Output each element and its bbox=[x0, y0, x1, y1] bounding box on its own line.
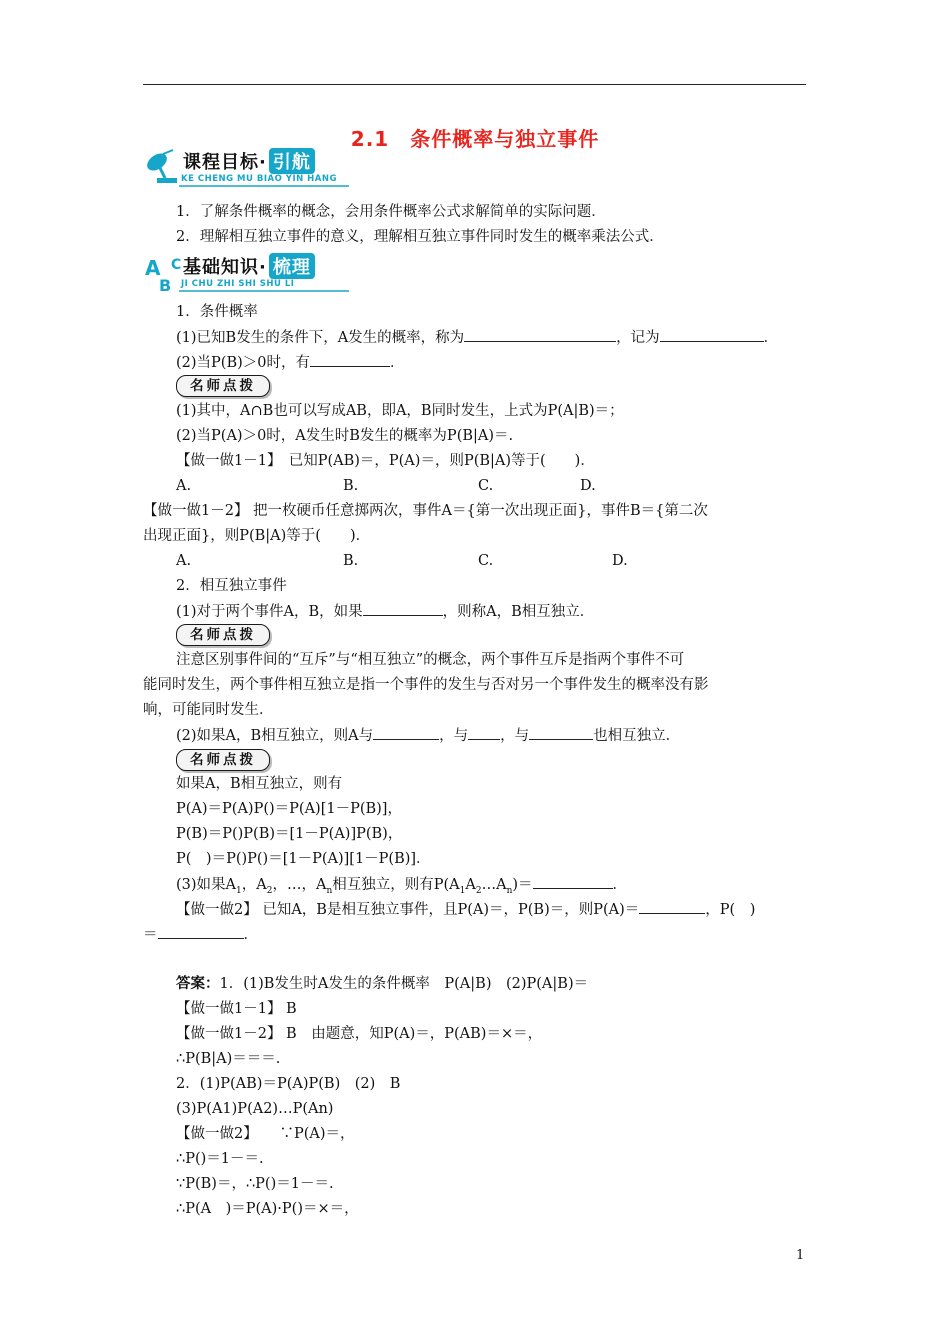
page-title: 2.1 条件概率与独立事件 bbox=[350, 127, 600, 151]
formula-line: P( )＝P()P()＝[1－P(A)][1－P(B)]． bbox=[176, 851, 431, 867]
fill-blank-line bbox=[176, 725, 680, 746]
blank bbox=[310, 352, 390, 367]
banner-subtitle: KE CHENG MU BIAO YIN HANG bbox=[181, 174, 337, 184]
text: ，则称A，B相互独立． bbox=[442, 604, 595, 620]
text: ． bbox=[243, 927, 258, 943]
answer-line: (3)P(A1)P(A2)…P(An) bbox=[176, 1101, 334, 1117]
exercise-question: 【做一做1－1】 已知P(AB)＝，P(A)＝，则P(B|A)等于( )． bbox=[176, 453, 595, 469]
text: 也相互独立． bbox=[593, 728, 681, 744]
exercise-question bbox=[176, 899, 755, 920]
banner-title: 基础知识· 梳理 bbox=[183, 253, 315, 279]
blank bbox=[373, 725, 439, 740]
blank bbox=[158, 924, 244, 939]
svg-text:B: B bbox=[159, 276, 172, 295]
formula-line: P(A)＝P(A)P()＝P(A)[1－P(B)]， bbox=[176, 801, 402, 817]
text: ＝ bbox=[143, 927, 158, 943]
text: 【做一做2】 已知A，B是相互独立事件，且P(A)＝，P(B)＝，则P(A)＝ bbox=[176, 902, 640, 918]
banner-title: 课程目标· 引航 bbox=[183, 148, 315, 174]
option: C. bbox=[478, 553, 494, 569]
fill-blank-line: (3)如果$A_1$，$A_2$，…，$A_n$相互独立，则有$P(A_1A_2\dots A_n)=$ ． bbox=[176, 874, 627, 901]
text: (1)对于两个事件A，B，如果 bbox=[176, 604, 363, 620]
goal-item: 2．理解相互独立事件的意义，理解相互独立事件同时发生的概率乘法公式． bbox=[176, 229, 664, 245]
text: ． bbox=[612, 877, 628, 893]
tip-line: (2)当P(A)＞0时，A发生时B发生的概率为P(B|A)＝. bbox=[176, 428, 514, 444]
text: (3)如果A bbox=[176, 877, 237, 893]
teacher-tip-badge: 名师点拨 bbox=[176, 749, 270, 771]
blank bbox=[533, 874, 613, 889]
answer-line: 2．(1)P(AB)＝P(A)P(B) (2) B bbox=[176, 1076, 401, 1092]
tip-line: 响，可能同时发生． bbox=[143, 702, 274, 718]
text: 1．(1)B发生时A发生的条件概率 P(A|B) (2)P(A|B)＝ bbox=[219, 976, 589, 992]
header-rule bbox=[143, 84, 806, 85]
answer-line: ∴P(A )＝P(A)·P()＝×＝， bbox=[176, 1201, 359, 1217]
text: ，…，A bbox=[272, 877, 327, 893]
option: D. bbox=[580, 478, 596, 494]
banner-tag: 引航 bbox=[269, 148, 315, 174]
section-banner-course-goals bbox=[143, 146, 353, 190]
answer-line: ∴P(B|A)＝＝＝. bbox=[176, 1051, 281, 1067]
text: (2)如果A，B相互独立，则A与 bbox=[176, 728, 374, 744]
tip-line: (1)其中，A∩B也可以写成AB，即A，B同时发生，上式为P(A|B)＝； bbox=[176, 403, 624, 419]
section-heading: 2．相互独立事件 bbox=[176, 578, 287, 594]
blank bbox=[639, 899, 705, 914]
text: ，与 bbox=[439, 728, 469, 744]
svg-text:A: A bbox=[145, 256, 161, 280]
fill-blank-line bbox=[176, 327, 778, 348]
answer-line: 【做一做1－1】 B bbox=[176, 1001, 297, 1017]
banner-title-text: 基础知识 bbox=[183, 257, 259, 278]
goal-item: 1．了解条件概率的概念，会用条件概率公式求解简单的实际问题． bbox=[176, 204, 606, 220]
teacher-tip-badge: 名师点拨 bbox=[176, 624, 270, 646]
text: ，与 bbox=[500, 728, 530, 744]
text: ． bbox=[763, 330, 779, 346]
fill-blank-line bbox=[176, 601, 594, 622]
tip-line: 注意区别事件间的“互斥”与“相互独立”的概念，两个事件互斥是指两个事件不可 bbox=[176, 652, 685, 668]
answer-line: 【做一做2】 ∵P(A)＝， bbox=[176, 1126, 355, 1142]
option: B. bbox=[343, 478, 359, 494]
text: ，P( ) bbox=[705, 902, 756, 918]
exercise-question: 【做一做1－2】 把一枚硬币任意掷两次，事件A＝{第一次出现正面}，事件B＝{第二次 bbox=[143, 503, 708, 519]
answer-label: 答案： bbox=[176, 975, 220, 992]
answer-line bbox=[176, 974, 588, 994]
tip-line: 如果A，B相互独立，则有 bbox=[176, 776, 343, 792]
option: C. bbox=[478, 478, 494, 494]
text: ，记为 bbox=[616, 330, 660, 346]
text: …A bbox=[481, 877, 507, 893]
banner-title-text: 课程目标 bbox=[183, 152, 259, 173]
option: D. bbox=[612, 553, 628, 569]
formula-line: P(B)＝P()P(B)＝[1－P(A)]P(B)， bbox=[176, 826, 403, 842]
exercise-question: 出现正面}，则P(B|A)等于( )． bbox=[143, 528, 371, 544]
exercise-question bbox=[143, 924, 258, 945]
answer-line: ∵P(B)＝，∴P()＝1－＝. bbox=[176, 1176, 334, 1192]
section-banner-basic-knowledge bbox=[143, 251, 353, 295]
blank bbox=[464, 327, 616, 342]
section-heading: 1．条件概率 bbox=[176, 304, 258, 320]
tip-line: 能同时发生，两个事件相互独立是指一个事件的发生与否对另一个事件发生的概率没有影 bbox=[143, 677, 709, 693]
page-number: 1 bbox=[796, 1248, 805, 1263]
blank bbox=[529, 725, 593, 740]
text: )＝ bbox=[512, 877, 533, 893]
option: A. bbox=[176, 478, 192, 494]
option: A. bbox=[176, 553, 192, 569]
text: 相互独立，则有P(A bbox=[332, 877, 460, 893]
text: (2)当P(B)＞0时，有 bbox=[176, 355, 310, 371]
svg-text:C: C bbox=[171, 257, 182, 273]
fill-blank-line bbox=[176, 352, 405, 373]
answer-line: ∴P()＝1－＝. bbox=[176, 1151, 264, 1167]
banner-subtitle: JI CHU ZHI SHI SHU LI bbox=[181, 279, 295, 289]
text: (1)已知B发生的条件下，A发生的概率，称为 bbox=[176, 330, 465, 346]
text: A bbox=[465, 877, 476, 893]
blank bbox=[363, 601, 443, 616]
blank bbox=[468, 725, 500, 740]
option: B. bbox=[343, 553, 359, 569]
banner-tag: 梳理 bbox=[269, 253, 315, 279]
text: ，A bbox=[241, 877, 267, 893]
teacher-tip-badge: 名师点拨 bbox=[176, 375, 270, 397]
text: ． bbox=[390, 355, 405, 371]
blank bbox=[660, 327, 764, 342]
answer-line: 【做一做1－2】 B 由题意，知P(A)＝，P(AB)＝×＝， bbox=[176, 1026, 543, 1042]
